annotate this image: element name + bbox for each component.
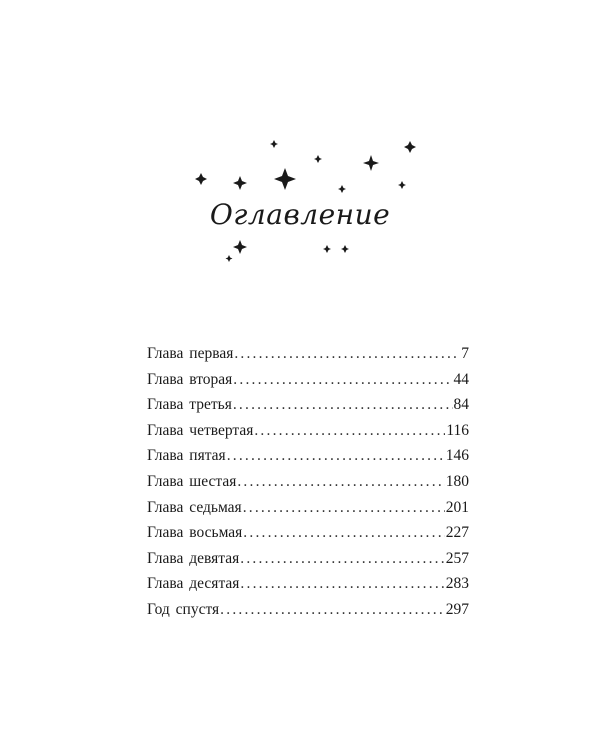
toc-entry-page: 146 <box>445 447 469 465</box>
star-icon <box>233 176 247 190</box>
star-icon <box>195 173 207 185</box>
star-icon <box>363 155 379 171</box>
star-icon <box>226 255 233 262</box>
toc-entry-label: Глава четвертая <box>147 421 254 439</box>
toc-entry-label: Глава седьмая <box>147 498 242 516</box>
dot-leader <box>227 443 445 469</box>
toc-entry-label: Глава вторая <box>147 370 233 388</box>
toc-entry-label: Глава первая <box>147 345 234 362</box>
toc-entry[interactable] <box>147 520 469 546</box>
star-icon <box>314 155 322 163</box>
star-icon <box>338 185 346 193</box>
toc-entry-label: Глава девятая <box>147 549 240 567</box>
toc-entry-label: Глава пятая <box>147 447 226 465</box>
dot-leader <box>234 341 460 367</box>
toc-entry-label: Глава шестая <box>147 472 237 490</box>
toc-entry[interactable] <box>147 571 469 597</box>
toc-entry-page: 116 <box>446 421 469 439</box>
toc-entry[interactable] <box>147 597 469 623</box>
toc-entry[interactable] <box>147 418 469 444</box>
toc-entry[interactable] <box>147 392 469 418</box>
toc-entry-page: 44 <box>453 370 469 388</box>
toc-entry-label: Глава десятая <box>147 575 240 593</box>
toc-entry-page: 283 <box>445 575 469 593</box>
star-icon <box>404 141 416 153</box>
toc-entry-page: 297 <box>445 600 469 618</box>
toc-entry-label: Год спустя <box>147 600 220 618</box>
toc-entry-page: 84 <box>453 396 469 414</box>
dot-leader <box>254 418 445 444</box>
dot-leader <box>240 571 444 597</box>
toc-entry-label: Глава третья <box>147 396 232 414</box>
toc-entry-page: 227 <box>445 524 469 542</box>
page-title: Оглавление <box>209 198 391 231</box>
toc-entry[interactable] <box>147 546 469 572</box>
dot-leader <box>243 520 444 546</box>
dot-leader <box>240 546 444 572</box>
toc-entry-page: 257 <box>445 549 469 567</box>
dot-leader <box>237 469 444 495</box>
dot-leader <box>233 367 452 393</box>
toc-entry-label: Глава восьмая <box>147 524 243 542</box>
table-of-contents <box>147 341 469 623</box>
star-icon <box>398 181 406 189</box>
toc-entry[interactable] <box>147 341 469 367</box>
toc-entry[interactable] <box>147 469 469 495</box>
stars-decoration-icon <box>0 0 600 300</box>
toc-entry[interactable] <box>147 367 469 393</box>
dot-leader <box>233 392 453 418</box>
star-icon <box>323 245 331 253</box>
toc-entry-page: 7 <box>461 345 469 362</box>
star-icon <box>270 140 278 148</box>
star-icon <box>233 240 247 254</box>
toc-entry-page: 201 <box>445 498 469 516</box>
toc-entry[interactable] <box>147 495 469 521</box>
dot-leader <box>220 597 445 623</box>
star-icon <box>341 245 349 253</box>
toc-entry-page: 180 <box>445 472 469 490</box>
toc-entry[interactable] <box>147 443 469 469</box>
star-icon <box>274 168 296 190</box>
dot-leader <box>243 495 445 521</box>
